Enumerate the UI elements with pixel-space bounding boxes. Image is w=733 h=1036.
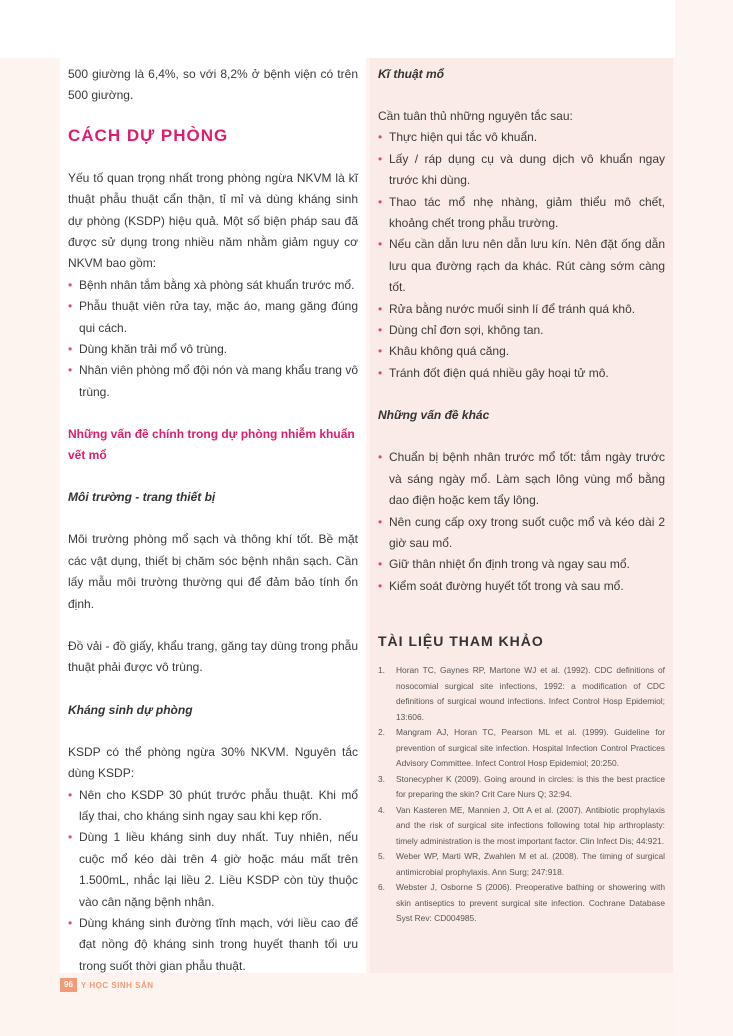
other-issues-heading: Những vấn đề khác [378,408,490,423]
prevention-intro: Yếu tố quan trọng nhất trong phòng ngừa NKVM là kĩ thuật phẫu thuật cẩn thận, tỉ mỉ và dùng kháng sinh dự phòng (KSDP) hiệu quả. Một số biện pháp sau đã được sử dụng trong nhiều năm nhằm giảm nguy cơ NKVM bao gồm: [68,170,358,271]
list-item: • Nhân viên phòng mổ đội nón và mang khẩu trang vô trùng. [68,360,358,403]
other-issues-list [378,447,665,597]
list-item: • Phẫu thuật viên rửa tay, mặc áo, mang găng đúng qui cách. [68,296,358,339]
list-item: • Khâu không quá căng. [378,341,665,362]
antibiotic-intro: KSDP có thể phòng ngừa 30% NKVM. Nguyên tắc dùng KSDP: [68,744,358,781]
list-item: • Bệnh nhân tắm bằng xà phòng sát khuẩn trước mổ. [68,275,358,296]
page-number: 96 [60,978,77,992]
journal-name: Y HỌC SINH SẢN [80,980,154,990]
main-issues-heading: Những vấn đề chính trong dự phòng nhiễm khuẩn vết mổ [68,427,355,463]
references-list [378,663,665,927]
list-item: • Nên cung cấp oxy trong suốt cuộc mổ và kéo dài 2 giờ sau mổ. [378,512,665,555]
page-top-margin [0,0,733,58]
list-item: • Tránh đốt điện quá nhiều gây hoại tử mô. [378,363,665,384]
list-item: • Nên cho KSDP 30 phút trước phẫu thuật. Khi mổ lấy thai, cho kháng sinh ngay sau khi kẹp rốn. [68,785,358,828]
intro-paragraph: 500 giường là 6,4%, so với 8,2% ở bệnh viện có trên 500 giường. [68,67,358,103]
list-item: • Dùng kháng sinh đường tĩnh mạch, với liều cao để đạt nồng độ kháng sinh trong huyết thanh tối ưu trong suốt thời gian phẫu thuật. [68,913,358,977]
list-item: • Dùng chỉ đơn sợi, không tan. [378,320,665,341]
list-item: • Dùng khăn trải mổ vô trùng. [68,339,358,360]
list-item: • Thực hiện qui tắc vô khuẩn. [378,127,665,148]
list-item: • Rửa bằng nước muối sinh lí để tránh quá khô. [378,299,665,320]
environment-heading: Môi trường - trang thiết bị [68,490,216,505]
left-column [60,58,366,973]
technique-intro: Cần tuân thủ những nguyên tắc sau: [378,109,573,123]
reference-item: 5. Weber WP, Marti WR, Zwahlen M et al. (2008). The timing of surgical antimicrobial prophylaxis. Ann Surg; 247:918. [378,851,665,877]
list-item: • Chuẩn bị bệnh nhân trước mổ tốt: tắm ngày trước và sáng ngày mổ. Làm sạch lông vùng mổ bằng dao điện hoặc kem tẩy lông. [378,447,665,511]
reference-item: 3. Stonecypher K (2009). Going around in circles: is this the best practice for preparing the skin? Crit Care Nurs Q; 32:94. [378,773,665,800]
reference-item: 6. Webster J, Osborne S (2006). Preoperative bathing or showering with skin antiseptics to prevent surgical site infection. Cochrane Database Syst Rev: CD004985. [378,882,665,924]
page-right-margin [675,0,733,1036]
reference-item: 2. Mangram AJ, Horan TC, Pearson ML et al. (1999). Guideline for prevention of surgical site infection. Hospital Infection Control Practices Advisory Committee. Infect Control Hosp Epidemiol; 20:250. [378,727,665,769]
antibiotic-list [68,785,358,978]
prevention-list [68,275,358,403]
list-item: • Kiểm soát đường huyết tốt trong và sau mổ. [378,576,665,597]
list-item: • Giữ thân nhiệt ổn định trong và ngay sau mổ. [378,554,665,575]
technique-heading: Kĩ thuật mổ [378,67,444,81]
list-item: • Thao tác mổ nhẹ nhàng, giảm thiểu mô chết, khoảng chết trong phẫu trường. [378,192,665,235]
page-footer [60,978,154,992]
antibiotic-heading: Kháng sinh dự phòng [68,702,193,717]
technique-list [378,127,665,384]
list-item: • Nếu cần dẫn lưu nên dẫn lưu kín. Nên đặt ống dẫn lưu qua đường rạch da khác. Rút càng sớm càng tốt. [378,234,665,298]
right-column [370,58,673,973]
section-heading-prevention: CÁCH DỰ PHÒNG [68,125,229,145]
reference-item: 4. Van Kasteren ME, Mannien J, Ott A et al. (2007). Antibiotic prophylaxis and the risk of surgical site infections following total hip arthroplasty: timely administration is the most important factor. Clin Infect Dis; 44:921. [378,804,665,846]
list-item: • Lấy / ráp dụng cụ và dung dịch vô khuẩn ngay trước khi dùng. [378,149,665,192]
references-heading: TÀI LIỆU THAM KHẢO [378,633,544,650]
environment-paragraph-1: Môi trường phòng mổ sạch và thông khí tốt. Bề mặt các vật dụng, thiết bị chăm sóc bệnh nhân sạch. Cần lấy mẫu môi trường thường qui để đảm bảo tính ổn định. [68,532,358,611]
reference-item: 1. Horan TC, Gaynes RP, Martone WJ et al. (1992). CDC definitions of nosocomial surgical site infections, 1992: a modification of CDC definitions of surgical wound infections. Infect Control Hosp Epidemiol; 13:606. [378,665,665,722]
environment-paragraph-2: Đồ vải - đồ giấy, khẩu trang, găng tay dùng trong phẫu thuật phải được vô trùng. [68,638,358,675]
list-item: • Dùng 1 liều kháng sinh duy nhất. Tuy nhiên, nếu cuộc mổ kéo dài trên 4 giờ hoặc máu mất trên 1.500mL, nhắc lại liều 2. Liều KSDP còn tùy thuộc vào cân nặng bệnh nhân. [68,827,358,913]
